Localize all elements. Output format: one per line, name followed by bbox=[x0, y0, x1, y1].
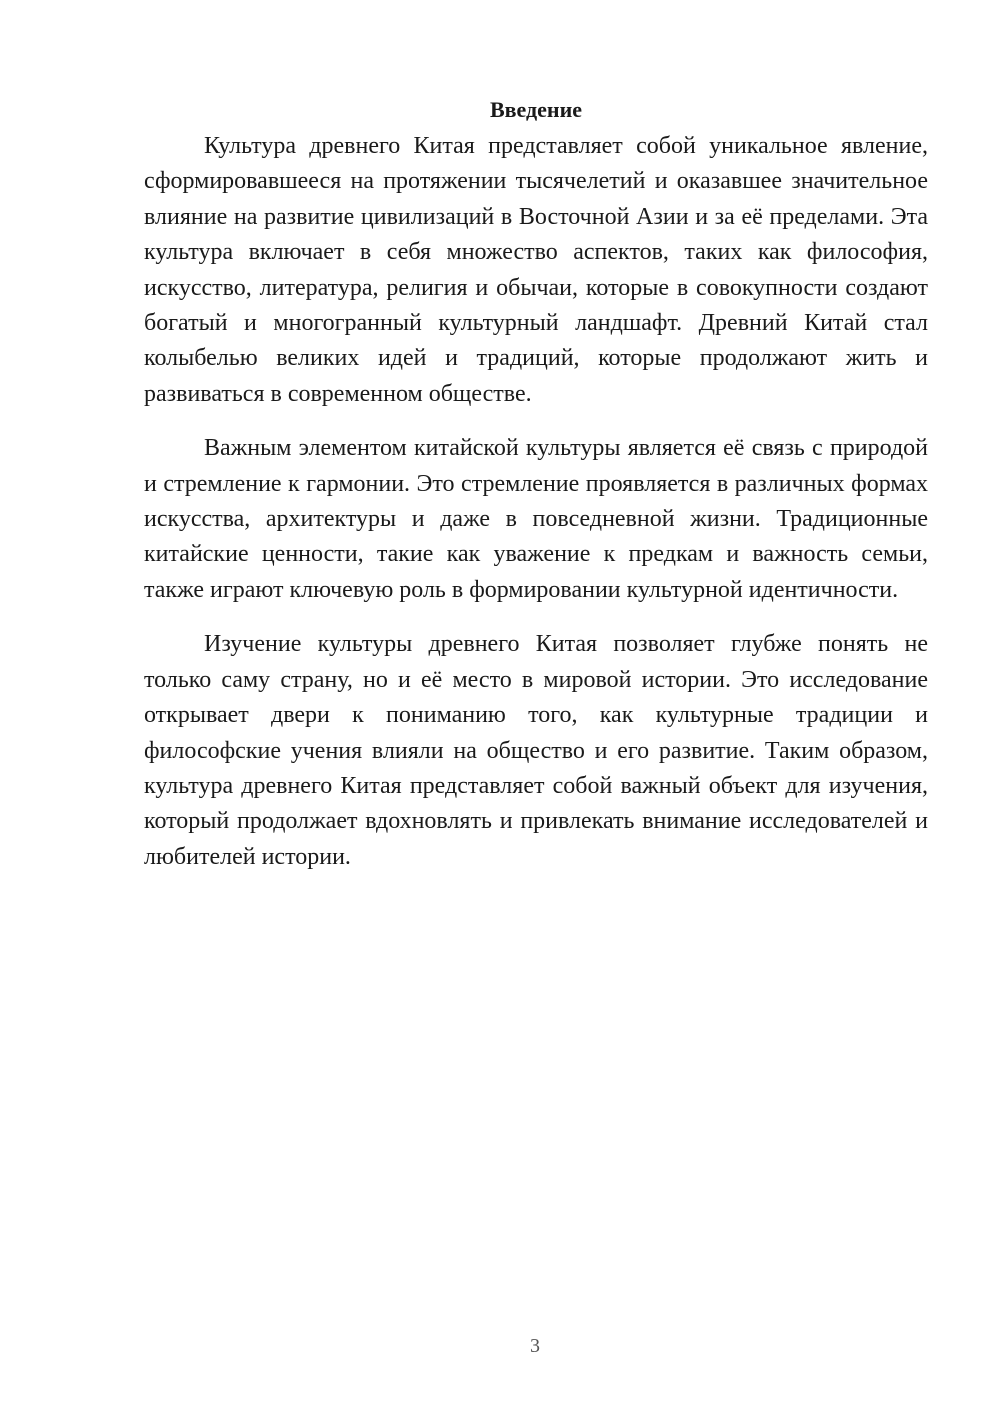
paragraph-2: Важным элементом китайской культуры является её связь с природой и стремление к гармонии. Это стремление проявляется в различных формах искусства, архитектуры и даже в повседневной жизни. Традиционные китайские ценности, такие как уважение к предкам и важность семьи, также играют ключевую роль в формировании культурной идентичности. bbox=[144, 435, 928, 603]
paragraph-1: Культура древнего Китая представляет собой уникальное явление, сформировавшееся на протяжении тысячелетий и оказавшее значительное влияние на развитие цивилизаций в Восточной Азии и за её пределами. Эта культура включает в себя множество аспектов, таких как философия, искусство, литература, религия и обычаи, которые в совокупности создают богатый и многогранный культурный ландшафт. Древний Китай стал колыбелью великих идей и традиций, которые продолжают жить и развиваться в современном обществе. bbox=[144, 133, 928, 407]
section-heading: Введение bbox=[489, 97, 583, 122]
paragraph-3: Изучение культуры древнего Китая позволяет глубже понять не только саму страну, но и её место в мировой истории. Это исследование открывает двери к пониманию того, как культурные традиции и философские учения влияли на общество и его развитие. Таким образом, культура древнего Китая представляет собой важный объект для изучения, который продолжает вдохновлять и привлекать внимание исследователей и любителей истории. bbox=[144, 631, 928, 870]
page-number: 3 bbox=[530, 1335, 540, 1357]
page-content bbox=[144, 93, 928, 894]
